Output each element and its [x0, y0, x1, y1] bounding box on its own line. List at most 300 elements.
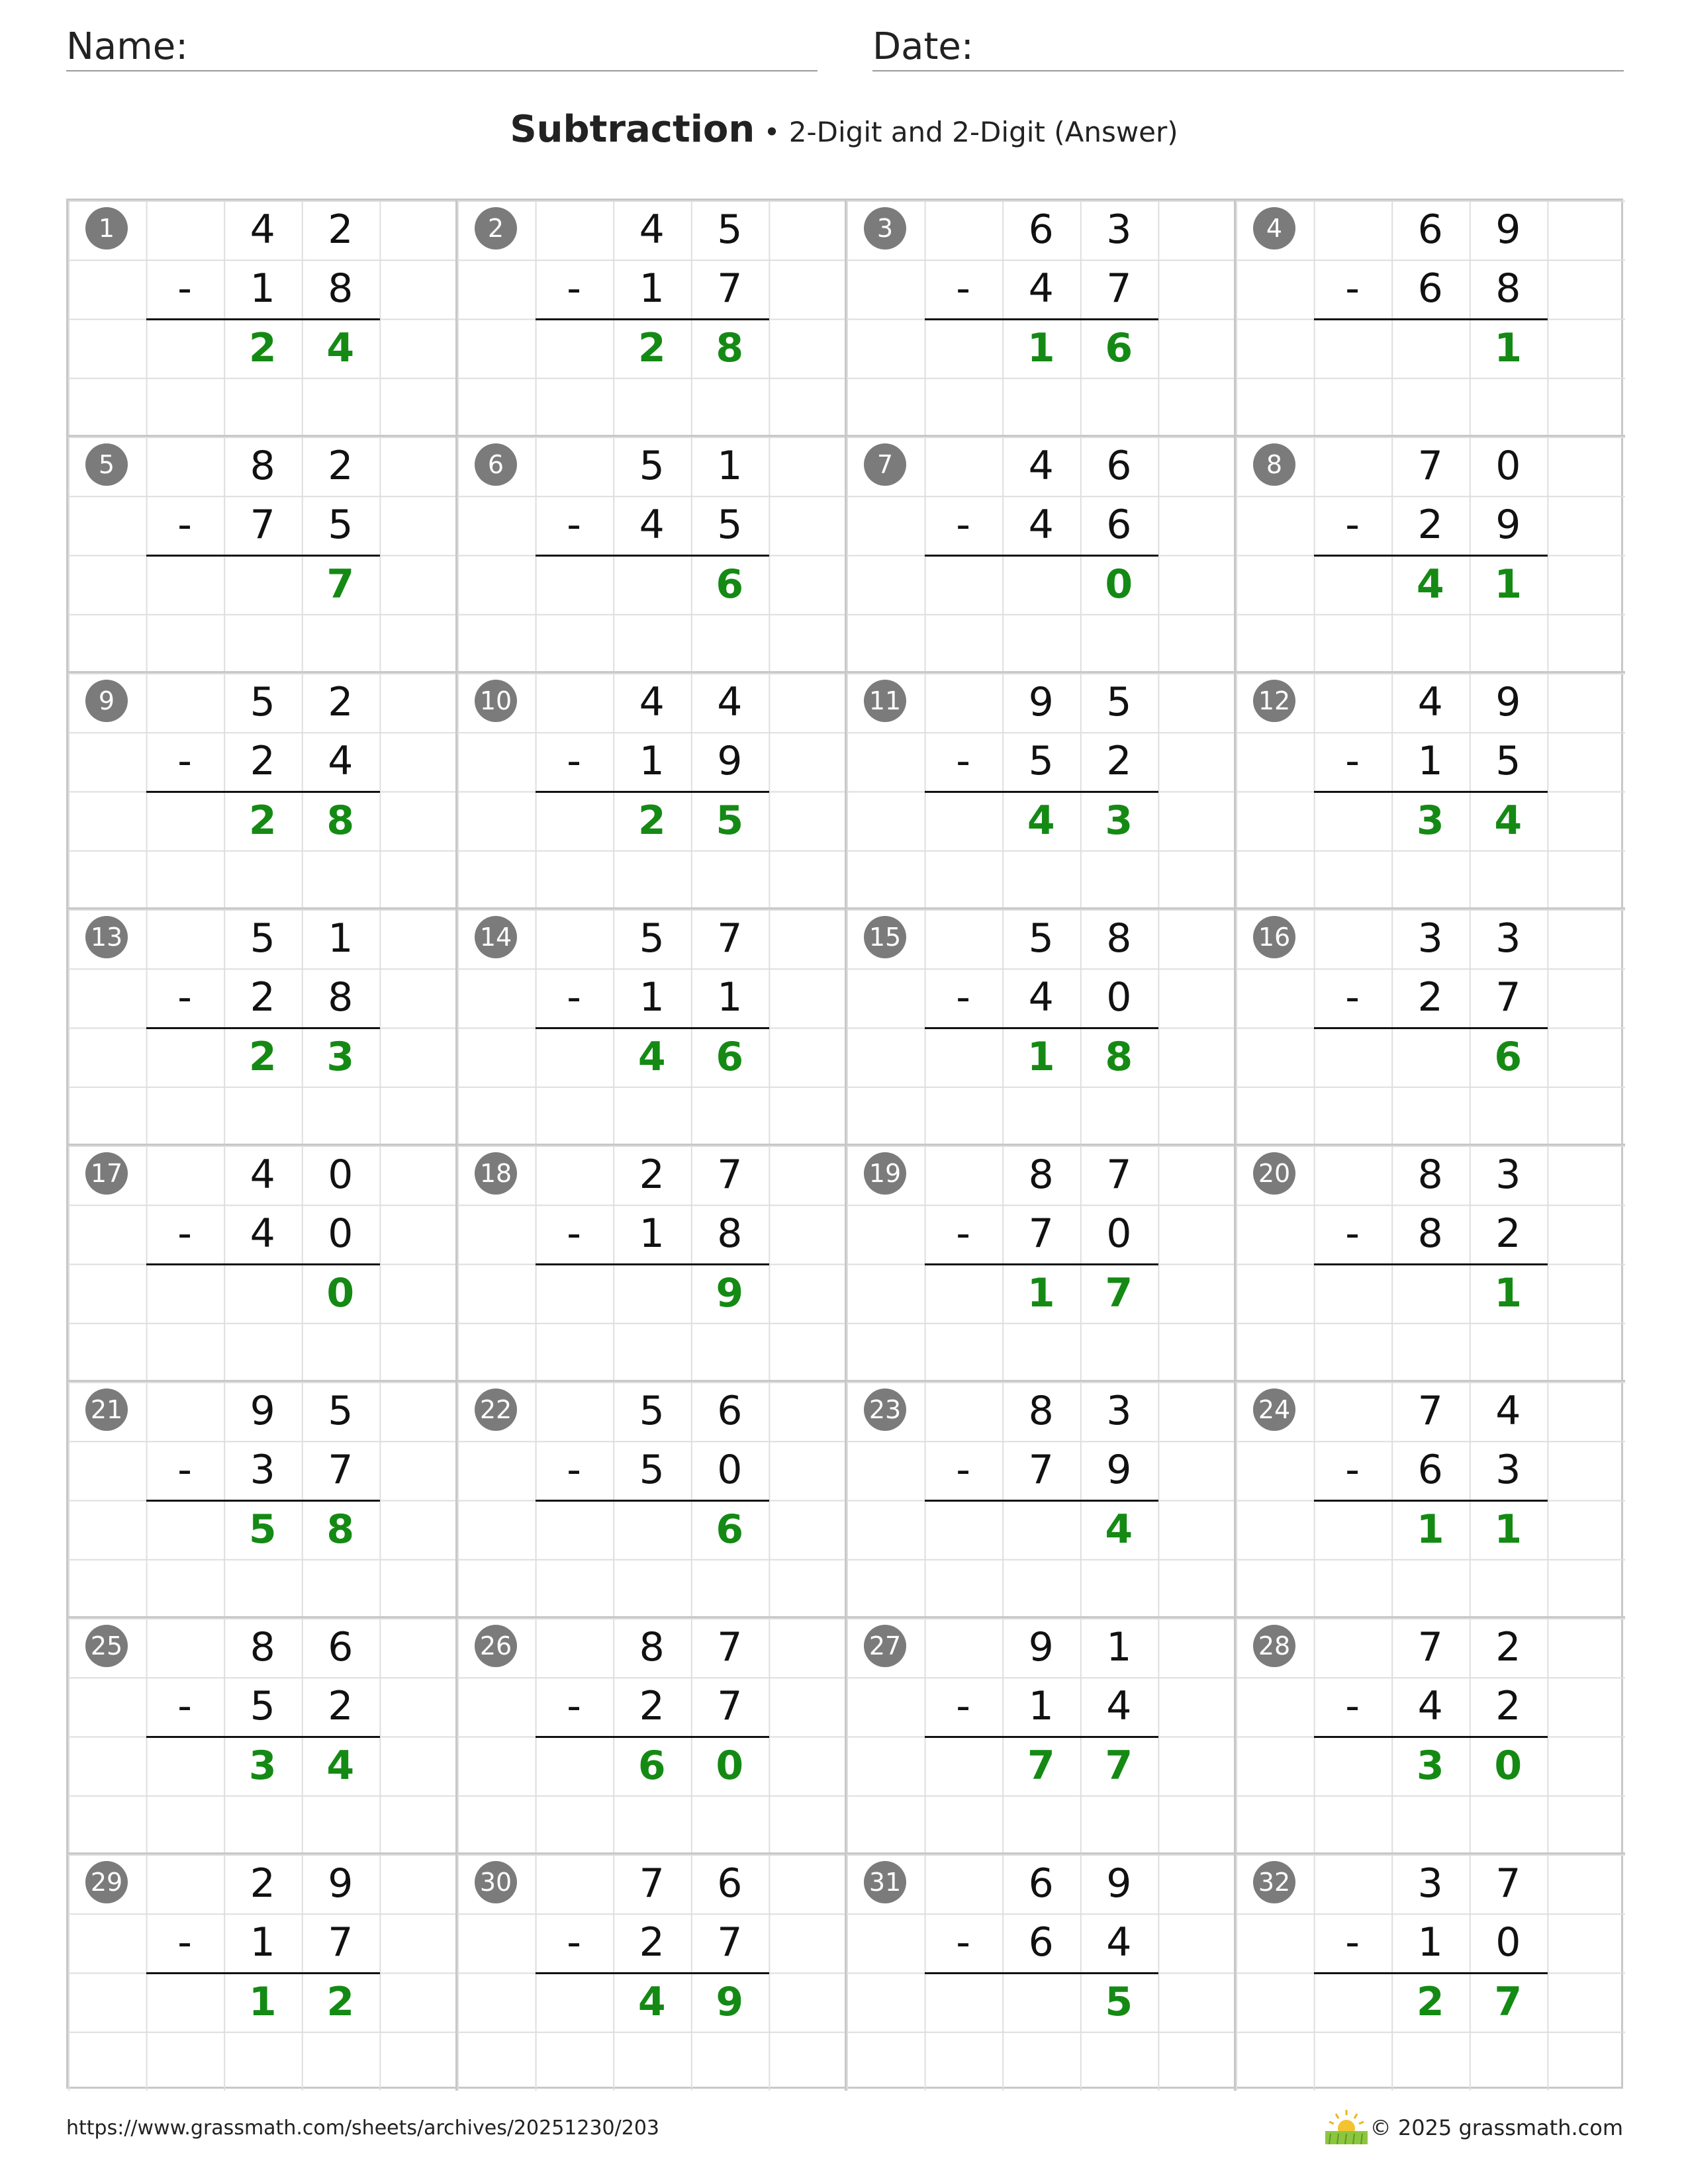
subtrahend-tens-digit: 1 [639, 974, 665, 1021]
subtrahend-ones-digit: 2 [1495, 1683, 1521, 1730]
answer-ones-digit: 6 [1105, 324, 1133, 371]
subtrahend-ones-digit: 2 [1106, 738, 1132, 785]
answer-tens-digit: 2 [248, 1033, 277, 1080]
subtrahend-ones-digit: 0 [717, 1447, 743, 1494]
answer-rule-line [146, 1027, 380, 1029]
minus-sign: - [956, 1919, 970, 1966]
problem-card [68, 1854, 457, 2091]
minus-sign: - [1345, 1919, 1360, 1966]
problem-number-badge: 6 [475, 443, 517, 486]
subtrahend-tens-digit: 7 [250, 502, 275, 549]
minuend-ones-digit: 2 [328, 443, 353, 489]
problem-number-badge: 17 [85, 1152, 128, 1195]
problem-number-badge: 8 [1253, 443, 1295, 486]
problem-number-badge: 30 [475, 1861, 517, 1903]
problem-card [1236, 1854, 1625, 2091]
problem-card [847, 1854, 1236, 2091]
answer-rule-line [925, 1736, 1158, 1738]
subtrahend-ones-digit: 0 [1495, 1919, 1521, 1966]
problem-card [68, 201, 457, 437]
subtrahend-tens-digit: 6 [1417, 265, 1443, 312]
minuend-tens-digit: 6 [1028, 206, 1054, 253]
minuend-tens-digit: 2 [639, 1152, 665, 1198]
answer-ones-digit: 1 [1494, 561, 1523, 608]
minus-sign: - [956, 502, 970, 549]
minuend-ones-digit: 3 [1106, 1388, 1132, 1434]
subtrahend-tens-digit: 1 [1417, 738, 1443, 785]
minuend-tens-digit: 7 [639, 1860, 665, 1907]
answer-tens-digit: 2 [1416, 1978, 1444, 2025]
problem-number-badge: 5 [85, 443, 128, 486]
answer-tens-digit: 6 [637, 1742, 666, 1789]
minuend-ones-digit: 6 [1106, 443, 1132, 489]
answer-rule-line [1314, 1500, 1548, 1502]
answer-tens-digit: 2 [637, 797, 666, 844]
subtrahend-tens-digit: 5 [639, 1447, 665, 1494]
problem-number-badge: 3 [864, 207, 906, 250]
answer-ones-digit: 4 [1105, 1506, 1133, 1553]
minus-sign: - [177, 1683, 192, 1730]
minuend-tens-digit: 8 [1028, 1388, 1054, 1434]
subtrahend-tens-digit: 4 [1028, 265, 1054, 312]
minuend-ones-digit: 7 [717, 1624, 743, 1670]
subtrahend-tens-digit: 8 [1417, 1210, 1443, 1257]
problem-card [457, 1146, 847, 1382]
minuend-ones-digit: 1 [717, 443, 743, 489]
subtrahend-tens-digit: 6 [1028, 1919, 1054, 1966]
subtrahend-ones-digit: 7 [717, 1919, 743, 1966]
answer-ones-digit: 0 [716, 1742, 744, 1789]
subtrahend-tens-digit: 4 [639, 502, 665, 549]
minuend-ones-digit: 7 [717, 1152, 743, 1198]
minuend-tens-digit: 4 [639, 679, 665, 725]
answer-rule-line [536, 1736, 769, 1738]
problem-card [68, 909, 457, 1146]
answer-ones-digit: 5 [716, 797, 744, 844]
worksheet-title [0, 106, 1688, 156]
answer-rule-line [1314, 1263, 1548, 1265]
subtrahend-tens-digit: 3 [250, 1447, 275, 1494]
problem-number-badge: 12 [1253, 680, 1295, 722]
title-main: Subtraction [510, 108, 755, 151]
title-separator: • [763, 116, 780, 148]
subtrahend-tens-digit: 1 [1417, 1919, 1443, 1966]
minus-sign: - [1345, 1683, 1360, 1730]
minus-sign: - [567, 974, 581, 1021]
minuend-tens-digit: 9 [250, 1388, 275, 1434]
problem-card [457, 1618, 847, 1854]
subtrahend-ones-digit: 5 [328, 502, 353, 549]
answer-rule-line [1314, 1736, 1548, 1738]
answer-tens-digit: 5 [248, 1506, 277, 1553]
problem-card [1236, 909, 1625, 1146]
minus-sign: - [1345, 265, 1360, 312]
minuend-ones-digit: 6 [328, 1624, 353, 1670]
name-field[interactable] [66, 24, 818, 71]
subtrahend-ones-digit: 1 [717, 974, 743, 1021]
subtrahend-ones-digit: 7 [1106, 265, 1132, 312]
minuend-ones-digit: 8 [1106, 915, 1132, 962]
minuend-tens-digit: 8 [1028, 1152, 1054, 1198]
problem-card [457, 437, 847, 673]
problem-number-badge: 20 [1253, 1152, 1295, 1195]
minuend-ones-digit: 3 [1495, 1152, 1521, 1198]
subtrahend-ones-digit: 8 [328, 265, 353, 312]
subtrahend-tens-digit: 1 [250, 1919, 275, 1966]
subtrahend-ones-digit: 6 [1106, 502, 1132, 549]
minuend-tens-digit: 6 [1028, 1860, 1054, 1907]
date-field[interactable] [872, 24, 1624, 71]
answer-tens-digit: 7 [1027, 1742, 1055, 1789]
problem-number-badge: 2 [475, 207, 517, 250]
answer-rule-line [1314, 555, 1548, 557]
problems-grid [66, 199, 1623, 2089]
footer-copyright: © 2025 grassmath.com [1370, 2115, 1623, 2140]
minuend-tens-digit: 3 [1417, 915, 1443, 962]
minuend-tens-digit: 4 [1417, 679, 1443, 725]
minuend-tens-digit: 5 [250, 679, 275, 725]
problem-number-badge: 23 [864, 1388, 906, 1431]
subtrahend-ones-digit: 9 [717, 738, 743, 785]
minuend-ones-digit: 0 [1495, 443, 1521, 489]
subtrahend-ones-digit: 0 [1106, 974, 1132, 1021]
answer-rule-line [925, 1972, 1158, 1974]
answer-rule-line [925, 1500, 1158, 1502]
answer-tens-digit: 1 [1027, 1033, 1055, 1080]
subtrahend-tens-digit: 7 [1028, 1210, 1054, 1257]
minus-sign: - [1345, 1447, 1360, 1494]
answer-rule-line [146, 1500, 380, 1502]
subtrahend-ones-digit: 4 [1106, 1919, 1132, 1966]
date-label: Date: [872, 25, 974, 68]
answer-ones-digit: 5 [1105, 1978, 1133, 2025]
minus-sign: - [567, 738, 581, 785]
answer-rule-line [146, 1736, 380, 1738]
problem-card [847, 1382, 1236, 1618]
minuend-tens-digit: 7 [1417, 1624, 1443, 1670]
answer-ones-digit: 4 [326, 1742, 355, 1789]
minuend-tens-digit: 3 [1417, 1860, 1443, 1907]
subtrahend-ones-digit: 2 [1495, 1210, 1521, 1257]
problem-number-badge: 31 [864, 1861, 906, 1903]
minuend-tens-digit: 6 [1417, 206, 1443, 253]
minuend-ones-digit: 3 [1495, 915, 1521, 962]
minus-sign: - [177, 1919, 192, 1966]
problem-card [1236, 201, 1625, 437]
problem-card [1236, 673, 1625, 909]
minuend-tens-digit: 4 [639, 206, 665, 253]
answer-ones-digit: 9 [716, 1978, 744, 2025]
answer-rule-line [536, 1972, 769, 1974]
minuend-ones-digit: 9 [1495, 206, 1521, 253]
minuend-tens-digit: 8 [250, 1624, 275, 1670]
subtrahend-tens-digit: 2 [1417, 974, 1443, 1021]
problem-card [847, 909, 1236, 1146]
problem-card [1236, 1146, 1625, 1382]
subtrahend-tens-digit: 2 [639, 1919, 665, 1966]
subtrahend-ones-digit: 0 [1106, 1210, 1132, 1257]
problem-card [68, 1382, 457, 1618]
minuend-tens-digit: 5 [639, 915, 665, 962]
answer-rule-line [146, 555, 380, 557]
problem-number-badge: 7 [864, 443, 906, 486]
subtrahend-ones-digit: 7 [717, 265, 743, 312]
subtrahend-ones-digit: 7 [717, 1683, 743, 1730]
minuend-ones-digit: 7 [1106, 1152, 1132, 1198]
sun-grass-logo-icon [1323, 2109, 1370, 2146]
minuend-tens-digit: 5 [1028, 915, 1054, 962]
answer-rule-line [146, 1972, 380, 1974]
problem-number-badge: 32 [1253, 1861, 1295, 1903]
answer-rule-line [146, 1263, 380, 1265]
problem-number-badge: 15 [864, 916, 906, 958]
answer-ones-digit: 9 [716, 1269, 744, 1316]
minuend-tens-digit: 9 [1028, 1624, 1054, 1670]
problem-number-badge: 11 [864, 680, 906, 722]
minuend-ones-digit: 6 [717, 1388, 743, 1434]
subtrahend-ones-digit: 0 [328, 1210, 353, 1257]
answer-ones-digit: 0 [326, 1269, 355, 1316]
minuend-ones-digit: 2 [328, 206, 353, 253]
subtrahend-tens-digit: 5 [1028, 738, 1054, 785]
answer-tens-digit: 3 [248, 1742, 277, 1789]
minus-sign: - [567, 1919, 581, 1966]
subtrahend-tens-digit: 2 [1417, 502, 1443, 549]
answer-ones-digit: 7 [1105, 1742, 1133, 1789]
answer-ones-digit: 7 [1494, 1978, 1523, 2025]
problem-card [457, 1854, 847, 2091]
minus-sign: - [956, 265, 970, 312]
subtrahend-ones-digit: 9 [1106, 1447, 1132, 1494]
answer-ones-digit: 3 [326, 1033, 355, 1080]
problem-number-badge: 28 [1253, 1625, 1295, 1667]
answer-tens-digit: 2 [248, 324, 277, 371]
problem-number-badge: 21 [85, 1388, 128, 1431]
problem-number-badge: 25 [85, 1625, 128, 1667]
problem-number-badge: 9 [85, 680, 128, 722]
minus-sign: - [567, 502, 581, 549]
subtrahend-tens-digit: 5 [250, 1683, 275, 1730]
minus-sign: - [956, 1210, 970, 1257]
subtrahend-tens-digit: 1 [1028, 1683, 1054, 1730]
minuend-ones-digit: 9 [328, 1860, 353, 1907]
answer-ones-digit: 8 [326, 1506, 355, 1553]
minus-sign: - [1345, 1210, 1360, 1257]
minuend-tens-digit: 8 [250, 443, 275, 489]
answer-tens-digit: 1 [248, 1978, 277, 2025]
answer-rule-line [925, 791, 1158, 793]
answer-rule-line [925, 555, 1158, 557]
answer-ones-digit: 8 [716, 324, 744, 371]
answer-tens-digit: 2 [637, 324, 666, 371]
problem-card [457, 673, 847, 909]
minuend-ones-digit: 9 [1495, 679, 1521, 725]
minus-sign: - [177, 1447, 192, 1494]
minus-sign: - [567, 1210, 581, 1257]
subtrahend-ones-digit: 5 [1495, 738, 1521, 785]
subtrahend-ones-digit: 3 [1495, 1447, 1521, 1494]
subtrahend-tens-digit: 1 [250, 265, 275, 312]
subtrahend-ones-digit: 8 [328, 974, 353, 1021]
minus-sign: - [177, 502, 192, 549]
subtrahend-tens-digit: 4 [250, 1210, 275, 1257]
name-label: Name: [66, 25, 189, 68]
subtrahend-tens-digit: 4 [1417, 1683, 1443, 1730]
answer-rule-line [536, 1263, 769, 1265]
answer-rule-line [536, 555, 769, 557]
minuend-tens-digit: 8 [1417, 1152, 1443, 1198]
answer-tens-digit: 1 [1027, 1269, 1055, 1316]
minus-sign: - [956, 974, 970, 1021]
answer-rule-line [536, 791, 769, 793]
problem-card [457, 1382, 847, 1618]
answer-ones-digit: 0 [1494, 1742, 1523, 1789]
subtrahend-tens-digit: 1 [639, 738, 665, 785]
subtrahend-ones-digit: 4 [328, 738, 353, 785]
problem-number-badge: 1 [85, 207, 128, 250]
problem-card [68, 437, 457, 673]
problem-card [457, 201, 847, 437]
minuend-tens-digit: 4 [250, 206, 275, 253]
minuend-ones-digit: 0 [328, 1152, 353, 1198]
subtrahend-tens-digit: 4 [1028, 502, 1054, 549]
title-subtitle: 2-Digit and 2-Digit (Answer) [788, 116, 1178, 148]
minus-sign: - [177, 738, 192, 785]
minuend-ones-digit: 2 [1495, 1624, 1521, 1670]
problem-card [847, 1618, 1236, 1854]
problem-number-badge: 16 [1253, 916, 1295, 958]
subtrahend-tens-digit: 1 [639, 1210, 665, 1257]
subtrahend-tens-digit: 6 [1417, 1447, 1443, 1494]
subtrahend-ones-digit: 8 [1495, 265, 1521, 312]
answer-rule-line [536, 1500, 769, 1502]
answer-tens-digit: 1 [1416, 1506, 1444, 1553]
answer-rule-line [536, 1027, 769, 1029]
minus-sign: - [956, 1447, 970, 1494]
answer-ones-digit: 1 [1494, 1506, 1523, 1553]
minuend-ones-digit: 7 [1495, 1860, 1521, 1907]
answer-tens-digit: 4 [1027, 797, 1055, 844]
minuend-tens-digit: 5 [639, 443, 665, 489]
minuend-ones-digit: 3 [1106, 206, 1132, 253]
answer-rule-line [925, 1027, 1158, 1029]
minuend-ones-digit: 5 [717, 206, 743, 253]
minuend-ones-digit: 5 [1106, 679, 1132, 725]
minuend-ones-digit: 6 [717, 1860, 743, 1907]
problem-card [68, 1618, 457, 1854]
problem-number-badge: 22 [475, 1388, 517, 1431]
subtrahend-ones-digit: 2 [328, 1683, 353, 1730]
problem-number-badge: 13 [85, 916, 128, 958]
subtrahend-tens-digit: 1 [639, 265, 665, 312]
minus-sign: - [177, 1210, 192, 1257]
answer-ones-digit: 6 [1494, 1033, 1523, 1080]
problem-card [1236, 437, 1625, 673]
answer-ones-digit: 6 [716, 561, 744, 608]
problem-card [847, 1146, 1236, 1382]
answer-rule-line [925, 318, 1158, 320]
answer-tens-digit: 3 [1416, 797, 1444, 844]
minuend-tens-digit: 7 [1417, 443, 1443, 489]
answer-tens-digit: 3 [1416, 1742, 1444, 1789]
problem-card [847, 673, 1236, 909]
minuend-tens-digit: 5 [250, 915, 275, 962]
answer-tens-digit: 4 [637, 1033, 666, 1080]
answer-ones-digit: 0 [1105, 561, 1133, 608]
answer-ones-digit: 4 [1494, 797, 1523, 844]
minuend-ones-digit: 2 [328, 679, 353, 725]
subtrahend-tens-digit: 4 [1028, 974, 1054, 1021]
problem-number-badge: 4 [1253, 207, 1295, 250]
minuend-tens-digit: 2 [250, 1860, 275, 1907]
footer-url[interactable]: https://www.grassmath.com/sheets/archives/20251230/203 [66, 2116, 660, 2140]
problem-number-badge: 19 [864, 1152, 906, 1195]
answer-ones-digit: 2 [326, 1978, 355, 2025]
problem-number-badge: 18 [475, 1152, 517, 1195]
subtrahend-tens-digit: 2 [639, 1683, 665, 1730]
subtrahend-ones-digit: 7 [1495, 974, 1521, 1021]
problem-number-badge: 14 [475, 916, 517, 958]
minus-sign: - [177, 974, 192, 1021]
minuend-tens-digit: 8 [639, 1624, 665, 1670]
problem-number-badge: 29 [85, 1861, 128, 1903]
problem-card [457, 909, 847, 1146]
answer-rule-line [1314, 318, 1548, 320]
minus-sign: - [567, 265, 581, 312]
minuend-tens-digit: 9 [1028, 679, 1054, 725]
problem-number-badge: 26 [475, 1625, 517, 1667]
problem-card [1236, 1382, 1625, 1618]
answer-rule-line [146, 318, 380, 320]
minuend-ones-digit: 4 [1495, 1388, 1521, 1434]
minuend-ones-digit: 1 [1106, 1624, 1132, 1670]
minus-sign: - [956, 738, 970, 785]
answer-tens-digit: 4 [1416, 561, 1444, 608]
subtrahend-ones-digit: 9 [1495, 502, 1521, 549]
answer-ones-digit: 4 [326, 324, 355, 371]
subtrahend-ones-digit: 7 [328, 1919, 353, 1966]
problem-card [847, 437, 1236, 673]
problem-number-badge: 10 [475, 680, 517, 722]
minuend-tens-digit: 4 [250, 1152, 275, 1198]
minus-sign: - [956, 1683, 970, 1730]
answer-ones-digit: 7 [326, 561, 355, 608]
subtrahend-ones-digit: 5 [717, 502, 743, 549]
answer-rule-line [925, 1263, 1158, 1265]
answer-ones-digit: 6 [716, 1033, 744, 1080]
minuend-tens-digit: 5 [639, 1388, 665, 1434]
problem-number-badge: 24 [1253, 1388, 1295, 1431]
minus-sign: - [1345, 974, 1360, 1021]
answer-rule-line [536, 318, 769, 320]
subtrahend-ones-digit: 8 [717, 1210, 743, 1257]
problem-card [68, 673, 457, 909]
minus-sign: - [567, 1683, 581, 1730]
answer-ones-digit: 8 [1105, 1033, 1133, 1080]
minus-sign: - [567, 1447, 581, 1494]
answer-ones-digit: 7 [1105, 1269, 1133, 1316]
subtrahend-tens-digit: 2 [250, 974, 275, 1021]
answer-rule-line [146, 791, 380, 793]
problem-card [847, 201, 1236, 437]
problem-card [68, 1146, 457, 1382]
answer-ones-digit: 1 [1494, 1269, 1523, 1316]
answer-rule-line [1314, 1027, 1548, 1029]
subtrahend-ones-digit: 4 [1106, 1683, 1132, 1730]
minuend-tens-digit: 4 [1028, 443, 1054, 489]
answer-rule-line [1314, 1972, 1548, 1974]
minus-sign: - [1345, 738, 1360, 785]
